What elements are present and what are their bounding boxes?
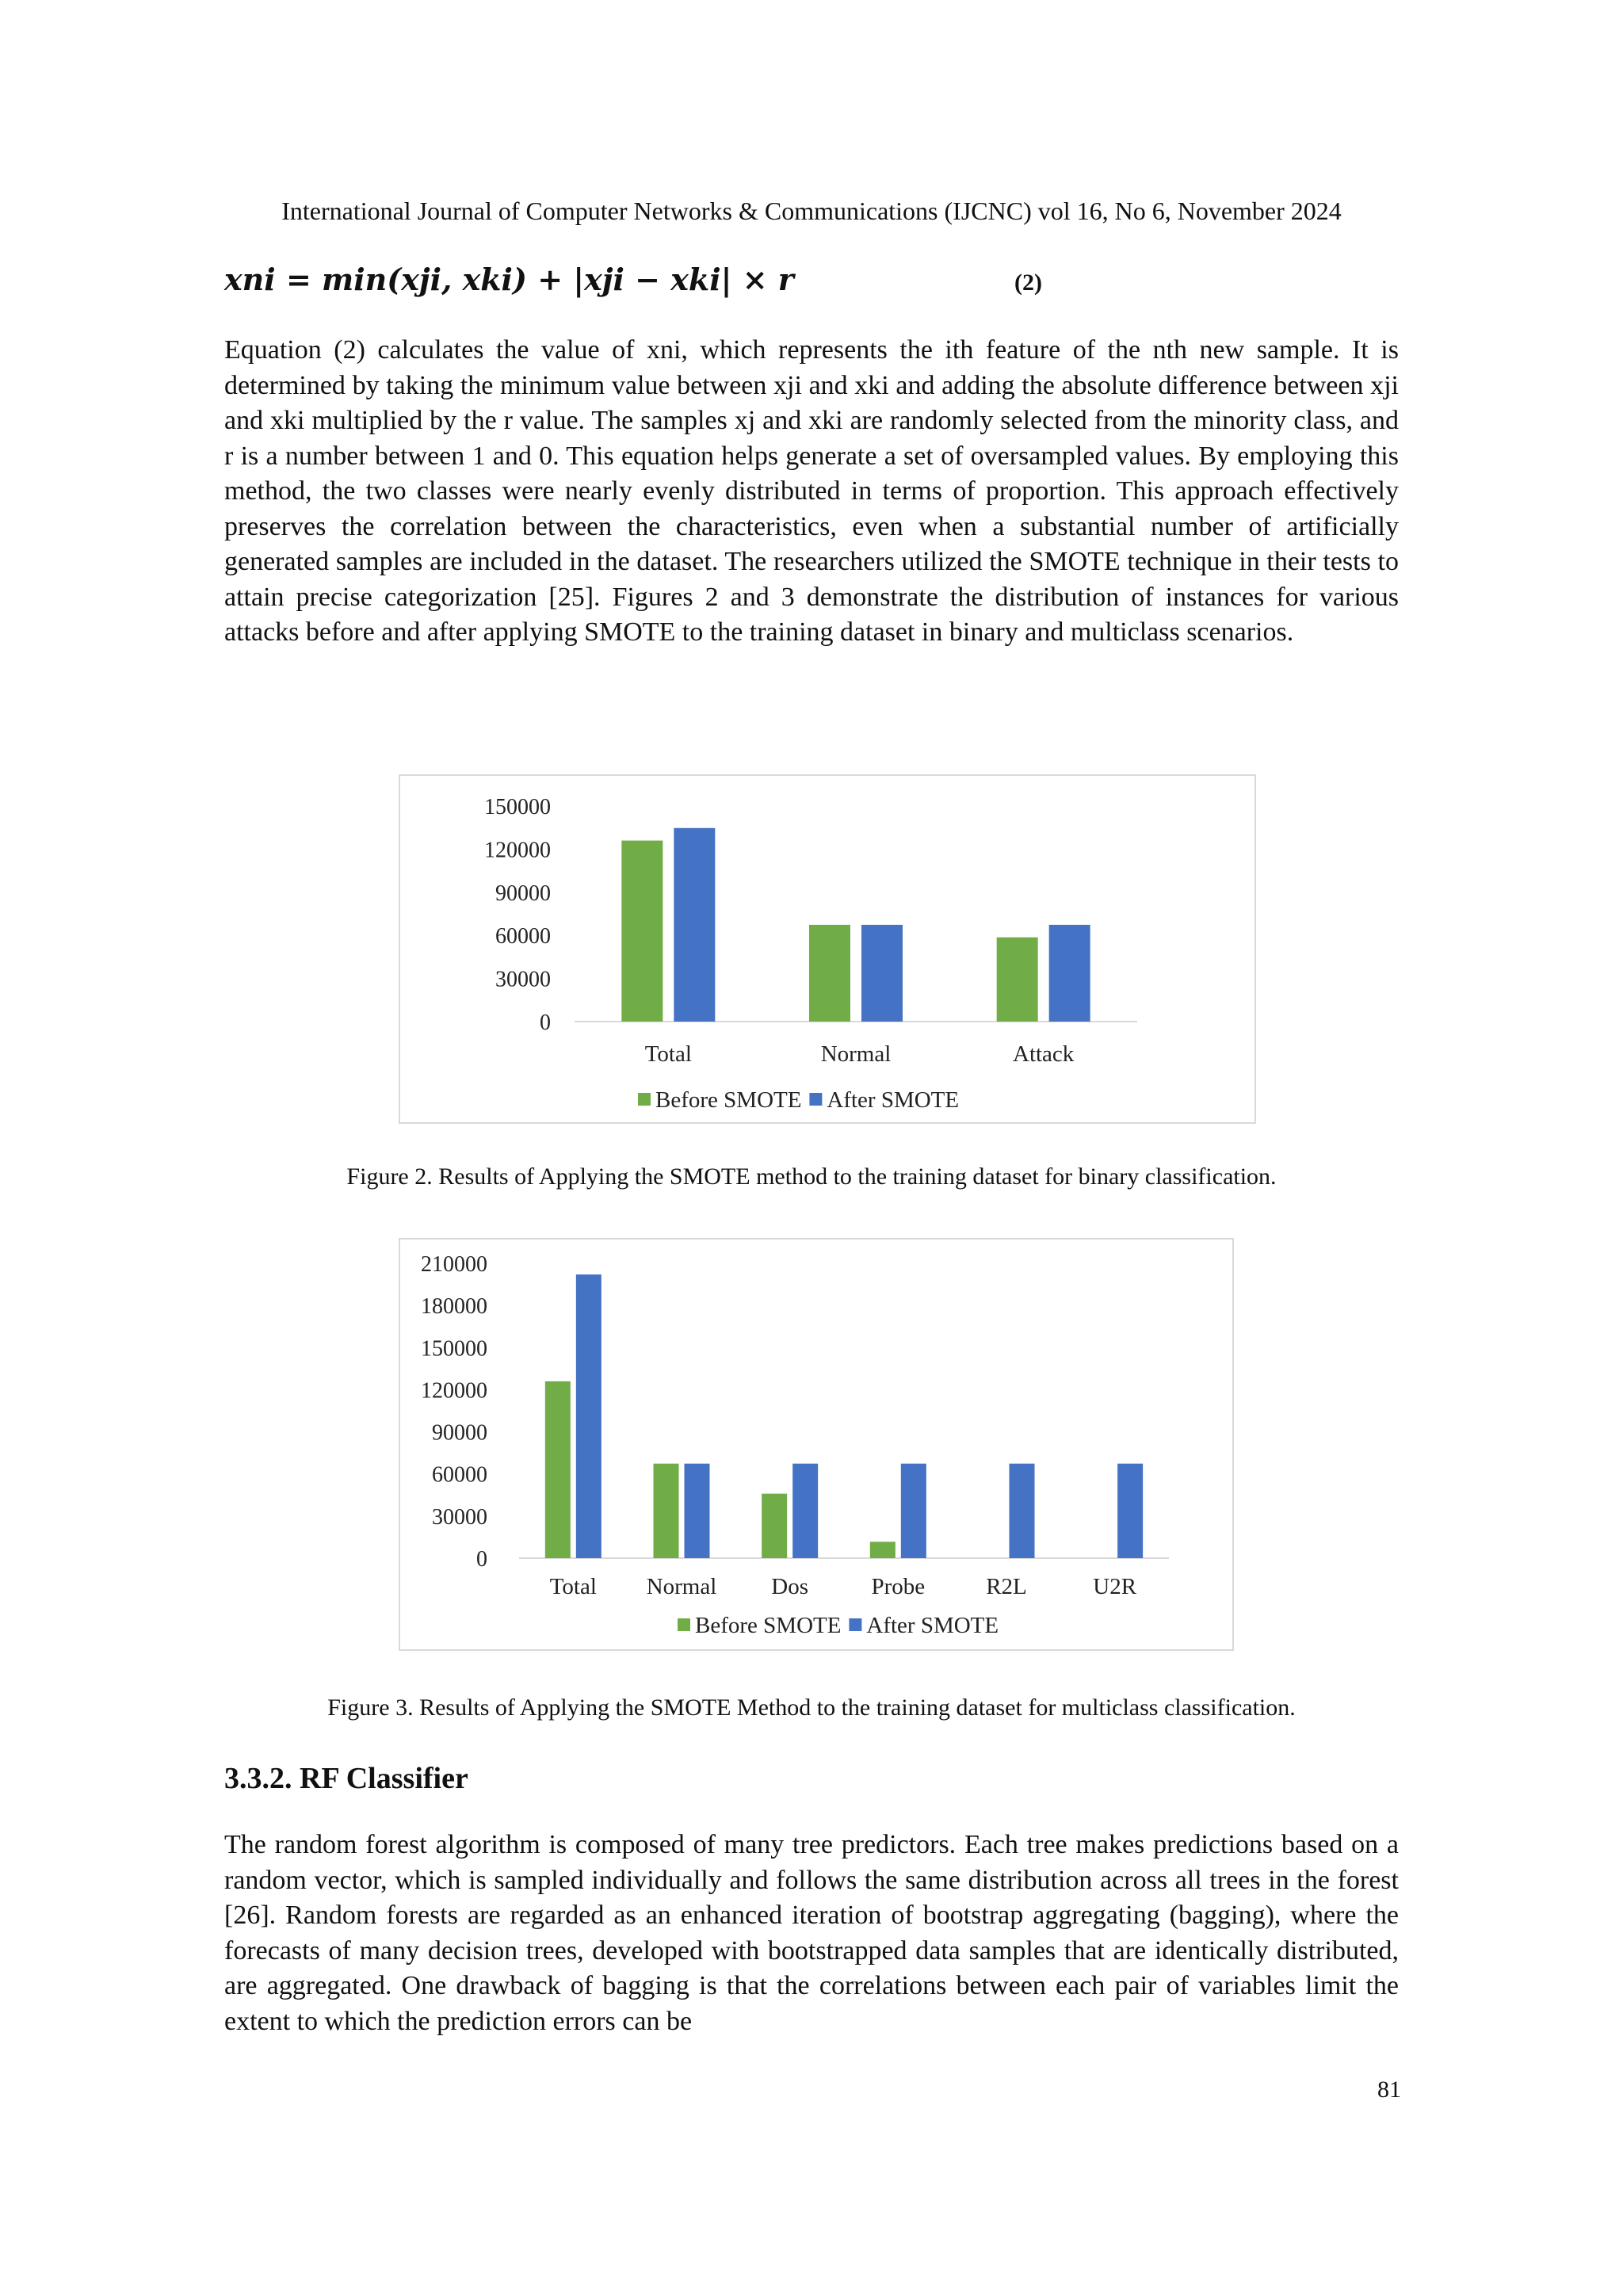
y-tick-label: 30000	[432, 1504, 487, 1530]
y-tick-label: 90000	[432, 1420, 487, 1446]
legend-swatch	[638, 1093, 651, 1106]
bar-before-attack	[997, 938, 1038, 1022]
bar-after-normal	[685, 1464, 710, 1558]
figure-3-caption: Figure 3. Results of Applying the SMOTE Method to the training dataset for multiclass classification.	[327, 1694, 1296, 1721]
figure-2-chart	[399, 774, 1256, 1124]
category-label: R2L	[986, 1574, 1027, 1599]
figure-2-svg	[400, 776, 1254, 1122]
legend-swatch	[678, 1618, 690, 1631]
bar-before-dos	[762, 1494, 787, 1558]
y-tick-label: 60000	[495, 924, 551, 949]
equation-text: xni = min(xji, xki) + |xji − xki| × r	[224, 262, 794, 297]
y-tick-label: 90000	[495, 881, 551, 906]
legend-swatch	[809, 1093, 822, 1106]
y-tick-label: 180000	[421, 1294, 487, 1320]
y-tick-label: 150000	[421, 1336, 487, 1362]
bar-before-total	[621, 841, 663, 1022]
page-number: 81	[1377, 2076, 1401, 2103]
bar-after-total	[576, 1274, 601, 1558]
bar-after-u2r	[1117, 1464, 1143, 1558]
category-label: Dos	[771, 1574, 809, 1599]
paragraph-smote-text: Equation (2) calculates the value of xni, which represents the ith feature of the nth new sample. It is determined by taking the minimum value between xji and xki and adding the absolute difference between xji and xki multiplied by the r value. The samples xj and xki are randomly selected from the minority class, and r is a number between 1 and 0. This equation helps generate a set of oversampled values. By employing this method, the two classes were nearly evenly distributed in terms of proportion. This approach effectively preserves the correlation between the characteristics, even when a substantial number of artificially generated samples are included in the dataset. The researchers utilized the SMOTE technique in their tests to attain precise categorization [25]. Figures 2 and 3 demonstrate the distribution of instances for various attacks before and after applying SMOTE to the training dataset in binary and multiclass scenarios.	[224, 335, 1399, 647]
y-tick-label: 120000	[484, 838, 551, 863]
y-tick-label: 0	[540, 1010, 551, 1035]
bar-after-r2l	[1010, 1464, 1035, 1558]
bar-before-normal	[809, 925, 850, 1022]
bar-after-normal	[861, 925, 903, 1022]
y-tick-label: 120000	[421, 1378, 487, 1404]
y-tick-label: 30000	[495, 967, 551, 992]
legend-swatch	[849, 1618, 861, 1631]
y-tick-label: 60000	[432, 1462, 487, 1488]
section-title: 3.3.2. RF Classifier	[224, 1762, 468, 1795]
y-tick-label: 150000	[484, 795, 551, 819]
paragraph-smote	[224, 333, 1399, 651]
figure-3-chart	[399, 1238, 1234, 1651]
legend-label: Before SMOTE	[655, 1087, 802, 1113]
paragraph-rf-text: The random forest algorithm is composed of many tree predictors. Each tree makes predictions based on a random vector, which is sampled individually and follows the same distribution across all trees in the forest [26]. Random forests are regarded as an enhanced iteration of bootstrap aggregating (bagging), where the forecasts of many decision trees, developed with bootstrapped data samples that are identically distributed, are aggregated. One drawback of bagging is that the correlations between each pair of variables limit the extent to which the prediction errors can be	[224, 1830, 1399, 2036]
category-label: Normal	[820, 1041, 892, 1067]
category-label: U2R	[1093, 1574, 1137, 1599]
bar-after-attack	[1049, 925, 1090, 1022]
bar-after-probe	[901, 1464, 926, 1558]
category-label: Total	[644, 1041, 692, 1067]
journal-header: International Journal of Computer Networks & Communications (IJCNC) vol 16, No 6, November 2024	[281, 197, 1342, 225]
category-label: Total	[549, 1574, 597, 1599]
bar-before-probe	[870, 1541, 896, 1558]
figure-2-caption: Figure 2. Results of Applying the SMOTE method to the training dataset for binary classification.	[346, 1163, 1277, 1190]
bar-after-dos	[792, 1464, 818, 1558]
paragraph-rf	[224, 1828, 1399, 2039]
figure-3-svg	[400, 1240, 1232, 1649]
y-tick-label: 210000	[421, 1252, 487, 1277]
legend-label: Before SMOTE	[695, 1613, 842, 1638]
category-label: Probe	[871, 1574, 926, 1599]
category-label: Attack	[1013, 1041, 1075, 1067]
bar-before-normal	[654, 1464, 679, 1558]
legend-label: After SMOTE	[827, 1087, 960, 1113]
bar-after-total	[674, 828, 715, 1022]
y-tick-label: 0	[476, 1547, 487, 1572]
category-label: Normal	[646, 1574, 717, 1599]
bar-before-total	[545, 1381, 571, 1558]
equation-2	[224, 262, 794, 297]
legend-label: After SMOTE	[866, 1613, 999, 1638]
equation-number: (2)	[1014, 269, 1042, 296]
